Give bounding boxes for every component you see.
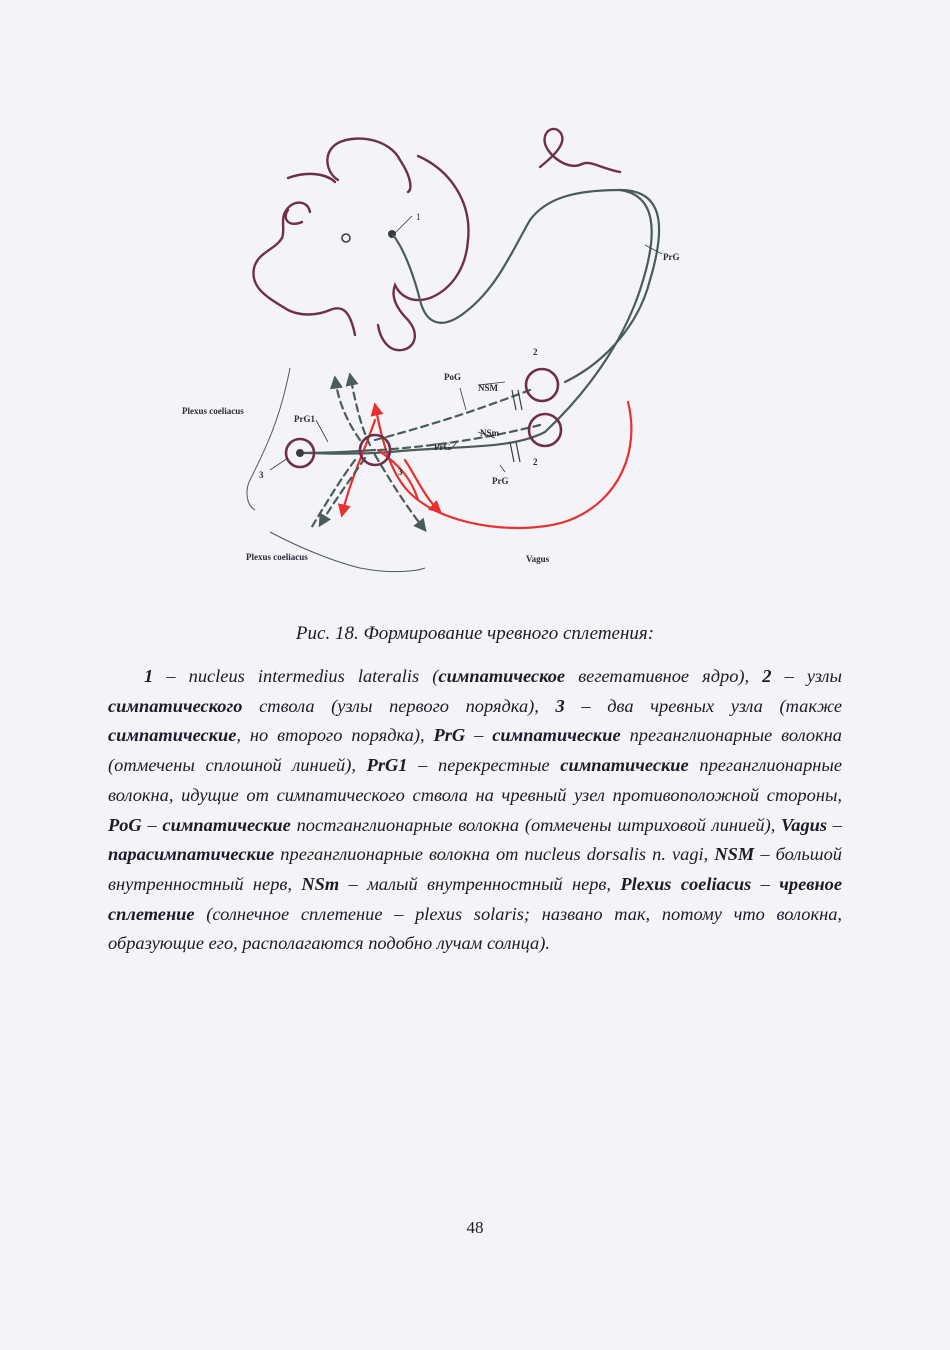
plexus-boundary-top xyxy=(247,368,290,510)
legend-text: – xyxy=(751,873,780,894)
central-canal xyxy=(342,234,350,242)
legend-term: симпатические xyxy=(560,755,689,776)
vagus-fibers xyxy=(342,402,631,528)
legend-text: – два чревных узла (также xyxy=(564,695,842,716)
label-prg-bottom: PrG xyxy=(492,476,509,486)
vagus-origin-loop xyxy=(540,129,620,172)
legend-term: 2 xyxy=(762,666,772,686)
legend-term: NSm xyxy=(301,873,340,894)
legend-term: 1 xyxy=(144,666,154,686)
legend-term: NSM xyxy=(714,844,755,865)
label-prg-top: PrG xyxy=(663,252,680,262)
legend-term: Vagus xyxy=(781,814,828,835)
legend-text: преганглионарные волокна от nucleus dorsalis n. vagi, xyxy=(274,844,715,865)
legend-term: 3 xyxy=(555,695,565,716)
legend-text: – nucleus intermedius lateralis ( xyxy=(153,666,439,686)
legend-term: Plexus coeliacus xyxy=(620,873,752,894)
legend-term: симпатического xyxy=(108,695,243,716)
label-2-bottom: 2 xyxy=(533,457,538,467)
celiac-plexus-diagram xyxy=(150,120,750,610)
label-nsm-small: NSm xyxy=(480,428,500,438)
legend-text: – перекрестные xyxy=(407,755,561,776)
label-3-left: 3 xyxy=(259,470,264,480)
label-1: 1 xyxy=(416,212,421,222)
legend-text: – малый внутренностный нерв, xyxy=(339,873,621,894)
figure-caption: Рис. 18. Формирование чревного сплетения: xyxy=(295,623,655,644)
label-plexus-bottom: Plexus coeliacus xyxy=(246,552,308,562)
legend-term: симпатическое xyxy=(438,666,566,686)
spinal-cord-section xyxy=(253,139,468,351)
legend-text: вегетативное ядро), xyxy=(565,666,763,686)
legend-term: PrG xyxy=(433,725,466,746)
legend-term: симпатические xyxy=(492,725,621,746)
legend-text: – узлы xyxy=(771,666,842,686)
label-prg1: PrG1 xyxy=(294,414,315,424)
legend-text: постганглионарные волокна (отмечены штриховой линией), xyxy=(290,814,782,835)
label-plexus-top: Plexus coeliacus xyxy=(182,406,244,416)
label-pog: PoG xyxy=(444,372,461,382)
label-nsm: NSM xyxy=(478,383,498,393)
celiac-plexus-figure xyxy=(150,120,750,610)
legend-term: PoG xyxy=(108,814,142,835)
sympathetic-trunk-ganglion-lower xyxy=(529,414,561,446)
legend-text: (солнечное сплетение – plexus solaris; названо так, потому что волокна, образующие его, располагаются подобно лучам солнца). xyxy=(108,903,842,954)
label-3-right: 3 xyxy=(398,467,403,477)
preganglionic-fibers xyxy=(310,190,659,454)
legend-text: ствола (узлы первого порядка), xyxy=(242,695,556,716)
legend-term: чревное сплетение xyxy=(108,873,843,924)
legend-term: PrG1 xyxy=(366,755,408,776)
label-prg-mid: PrG xyxy=(434,442,451,452)
legend-term: парасимпатические xyxy=(108,844,275,865)
legend-text: – xyxy=(141,814,163,835)
label-vagus: Vagus xyxy=(526,554,550,564)
figure-legend xyxy=(108,662,842,959)
sympathetic-trunk-ganglion-upper xyxy=(526,369,558,401)
legend-text: преганглионарные волокна, идущие от симпатического ствола на чревный узел противоположной стороны, xyxy=(108,755,843,805)
label-2-top: 2 xyxy=(533,347,538,357)
legend-term: симпатические xyxy=(108,725,237,746)
legend-text: – xyxy=(465,725,493,746)
page-number: 48 xyxy=(466,1218,484,1237)
legend-text: – xyxy=(827,814,843,835)
legend-text: , но второго порядка), xyxy=(236,725,434,746)
legend-text: – большой внутренностный нерв, xyxy=(108,844,843,894)
legend-text: преганглионарные волокна (отмечены сплошной линией), xyxy=(108,725,842,776)
legend-term: симпатические xyxy=(162,814,291,835)
